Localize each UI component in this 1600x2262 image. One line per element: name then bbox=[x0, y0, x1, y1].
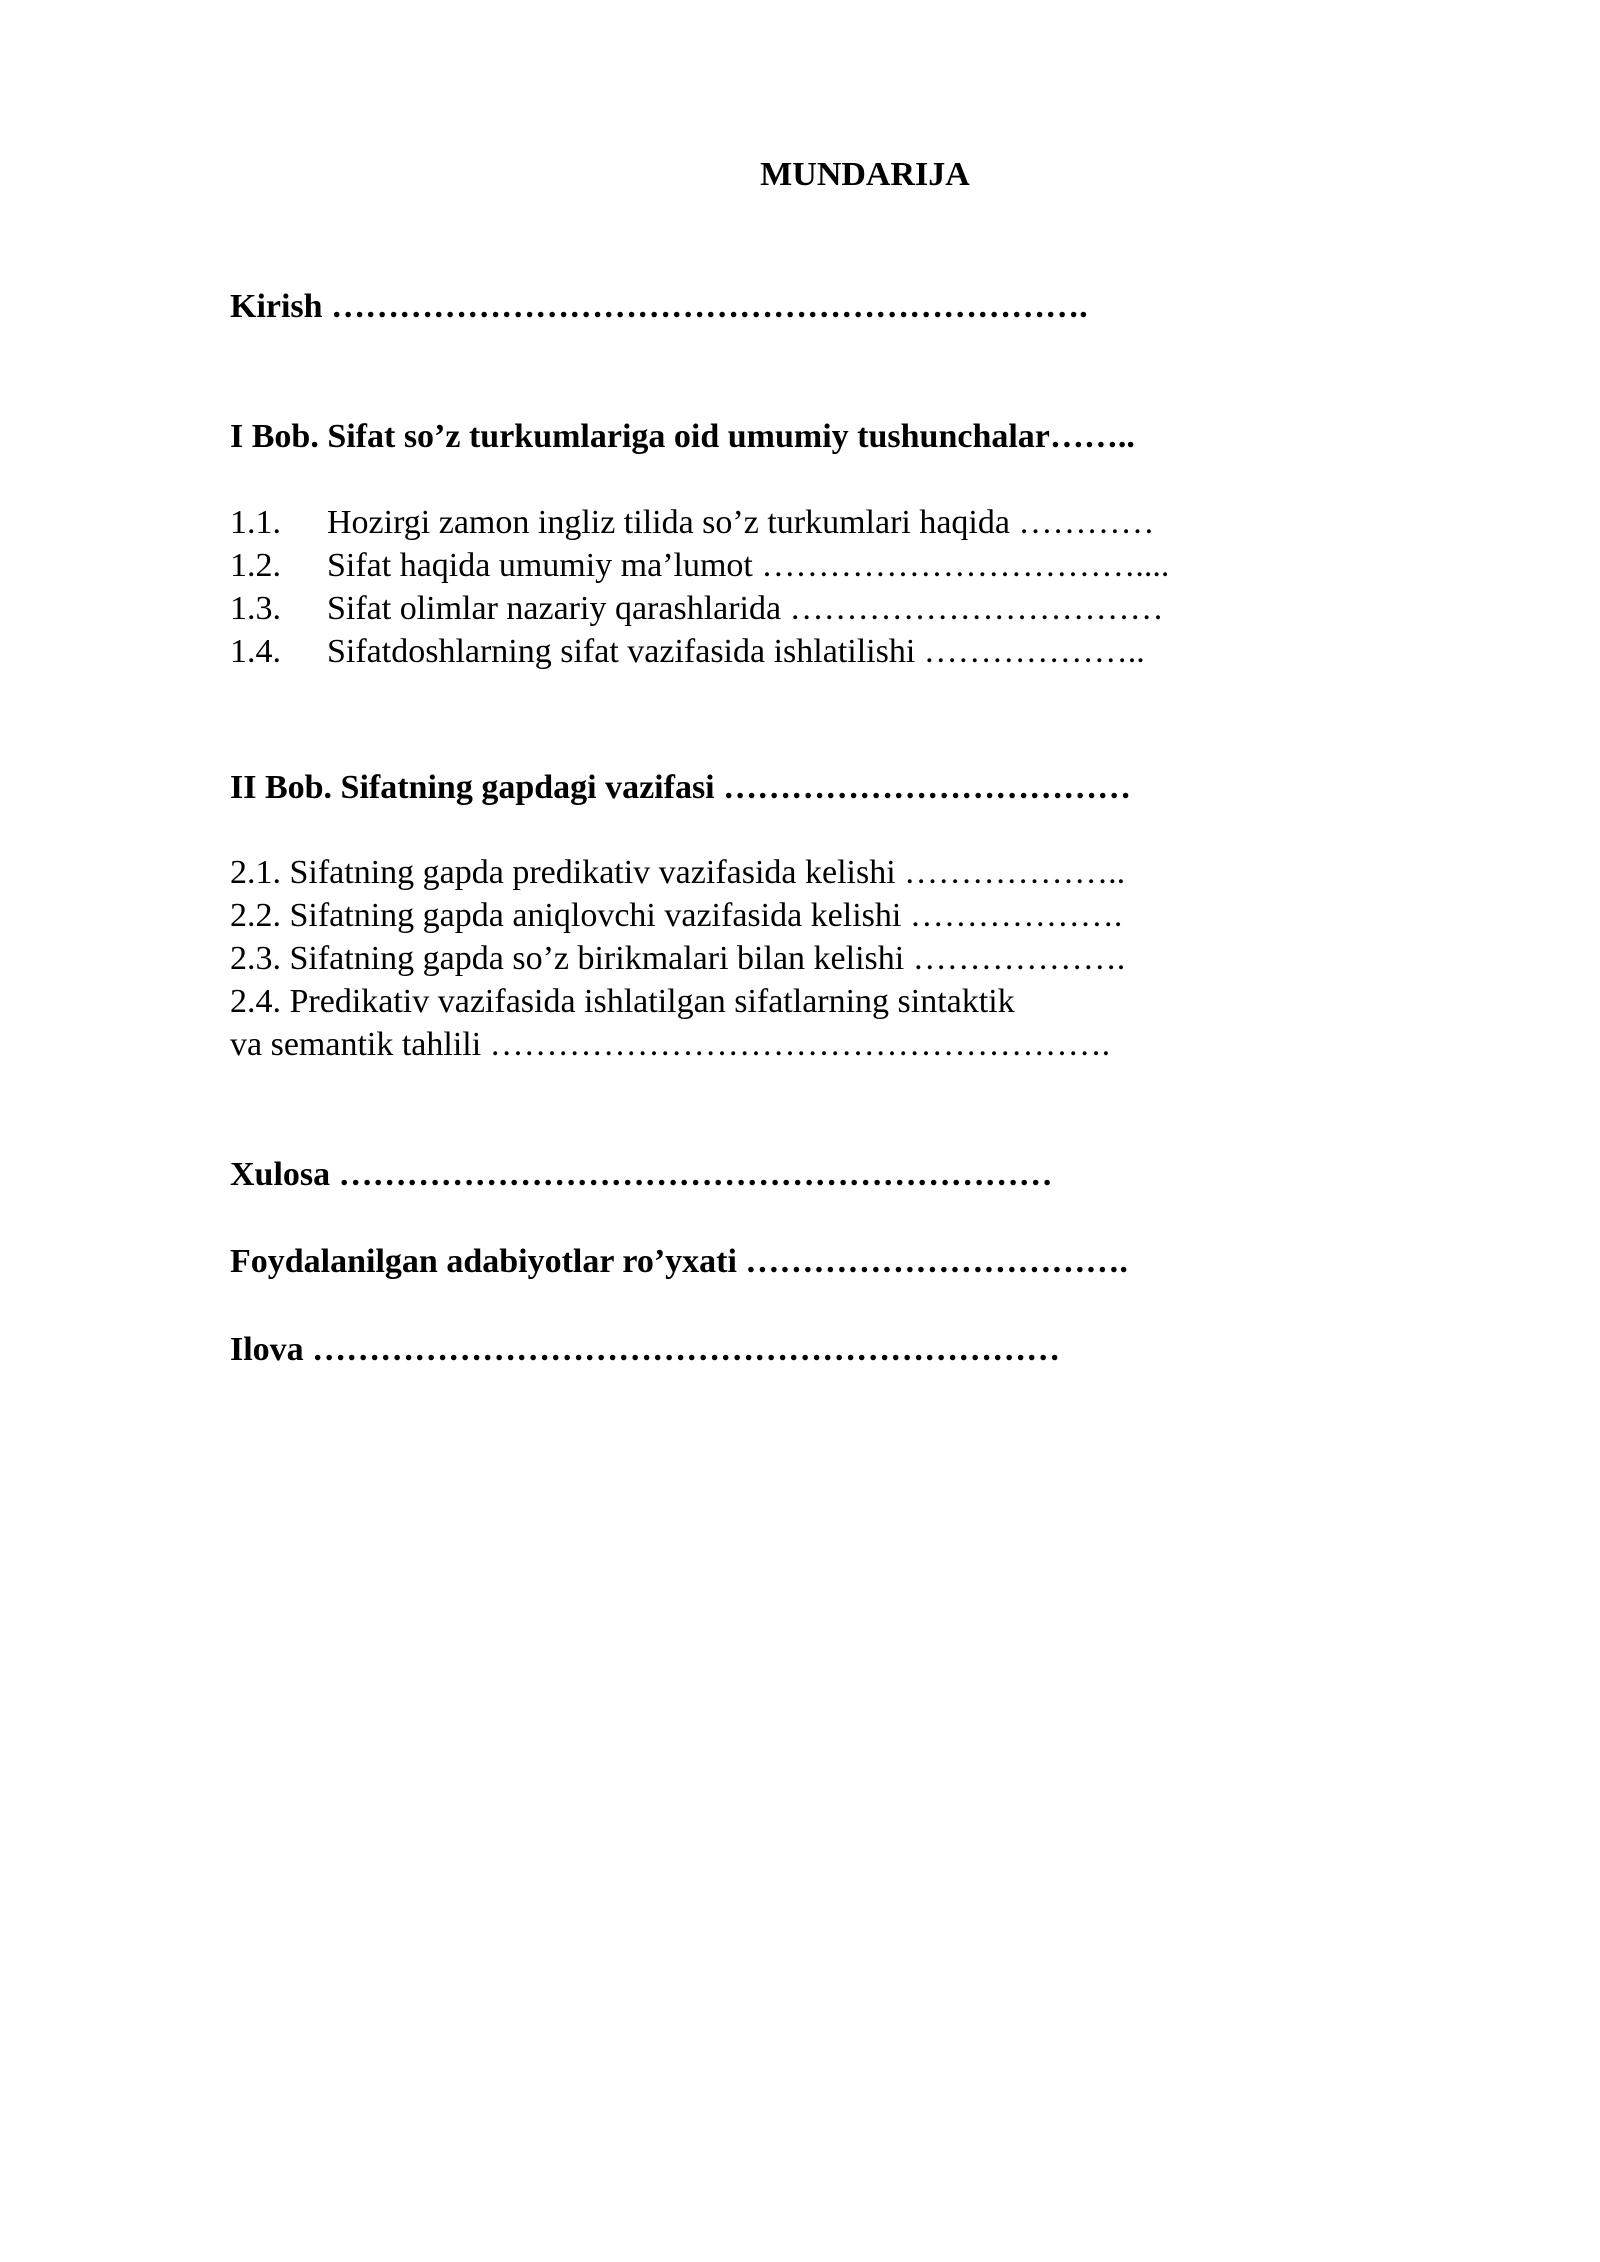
toc-chapter2-heading: II Bob. Sifatning gapdagi vazifasi ……………………………… bbox=[230, 769, 1132, 806]
page-title: MUNDARIJA bbox=[760, 156, 970, 193]
toc-appendix: Ilova ………………………………………………………… bbox=[230, 1331, 1061, 1368]
toc-item-2-2: 2.2. Sifatning gapda aniqlovchi vazifasida kelishi ………………. bbox=[230, 897, 1123, 934]
toc-item-1-1 bbox=[230, 503, 1154, 543]
toc-chapter1-heading: I Bob. Sifat so’z turkumlariga oid umumiy tushunchalar…….. bbox=[230, 418, 1135, 455]
toc-item-number: 1.4. bbox=[230, 633, 281, 670]
toc-item-text: Hozirgi zamon ingliz tilida so’z turkumlari haqida ………… bbox=[327, 504, 1155, 541]
toc-references: Foydalanilgan adabiyotlar ro’yxati ……………………………. bbox=[230, 1243, 1128, 1280]
toc-item-1-4 bbox=[230, 632, 1145, 672]
toc-item-text: Sifatdoshlarning sifat vazifasida ishlatilishi ……………….. bbox=[327, 633, 1145, 670]
toc-item-2-3: 2.3. Sifatning gapda so’z birikmalari bilan kelishi ………………. bbox=[230, 940, 1126, 977]
toc-intro: Kirish …………………………………………………………. bbox=[230, 288, 1088, 325]
toc-item-2-1: 2.1. Sifatning gapda predikativ vazifasida kelishi ……………….. bbox=[230, 854, 1126, 891]
toc-item-number: 1.1. bbox=[230, 504, 281, 541]
toc-item-text: Sifat haqida umumiy ma’lumot …………………………….... bbox=[327, 547, 1170, 584]
toc-item-number: 1.3. bbox=[230, 590, 281, 627]
toc-item-number: 1.2. bbox=[230, 547, 281, 584]
toc-conclusion: Xulosa ……………………………………………………… bbox=[230, 1156, 1053, 1193]
toc-item-2-4: 2.4. Predikativ vazifasida ishlatilgan sifatlarning sintaktik bbox=[230, 983, 1015, 1020]
toc-item-text: Sifat olimlar nazariy qarashlarida …………………………… bbox=[327, 590, 1164, 627]
toc-item-1-3 bbox=[230, 589, 1164, 629]
toc-item-2-4-continued: va semantik tahlili ………………………………………………. bbox=[230, 1026, 1111, 1063]
toc-item-1-2 bbox=[230, 546, 1169, 586]
